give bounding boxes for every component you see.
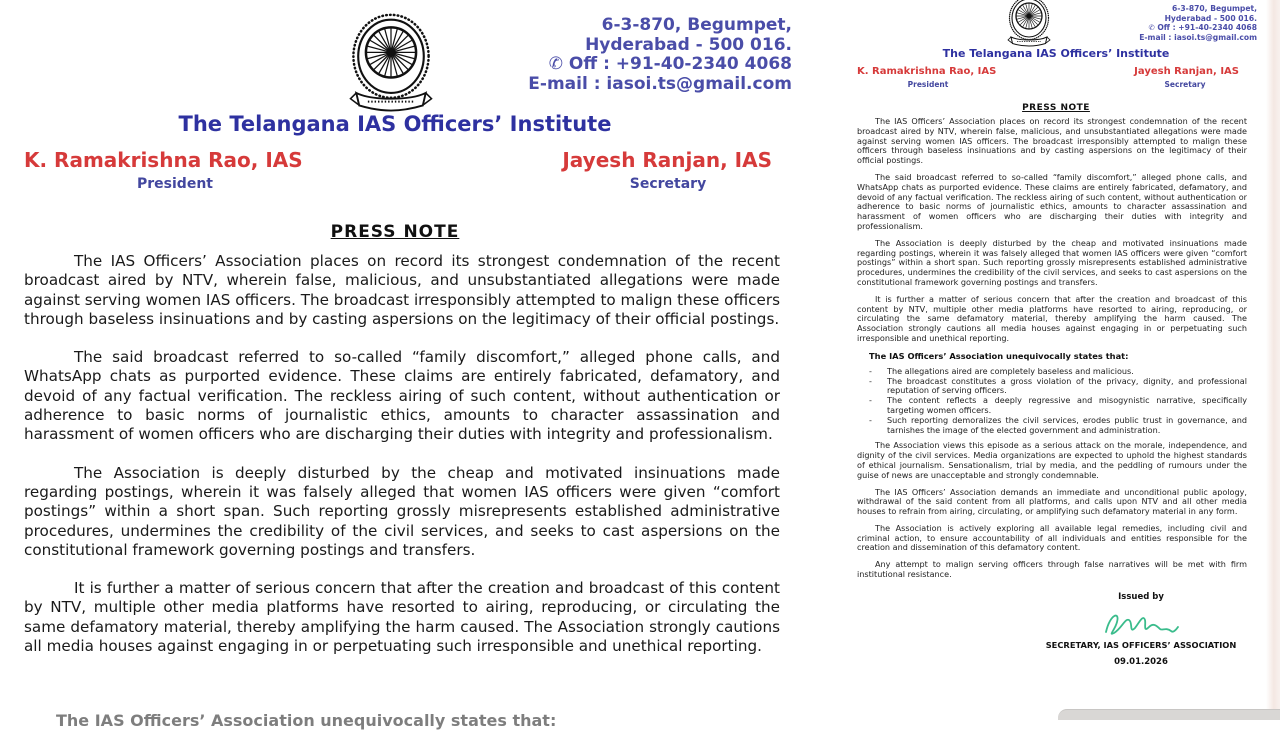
press-note-heading: PRESS NOTE [1022,103,1090,113]
institute-emblem-icon [336,10,446,118]
paragraph-3: The Association is deeply disturbed by the cheap and motivated insinuations made regarding postings, wherein it was falsely alleged that women IAS officers were given “comfort postings” within a short span. Such reporting grossly misrepresents established administrative procedures, undermines the credibility of the civil services, and seeks to cast aspersions on the constitutional framework governing postings and transfers. [24,463,780,559]
press-note-body [857,117,1247,667]
phone-icon: ✆ [1148,23,1158,33]
secretary-title: Secretary [629,176,707,192]
bullet-item: - The broadcast constitutes a gross violation of the privacy, dignity, and professional reputation of serving officers. [857,377,1247,397]
phone-number: Off : +91-40-2340 4068 [1157,23,1257,33]
press-note-body [24,252,780,675]
issue-date: 09.01.2026 [1114,656,1168,667]
institute-name: The Telangana IAS Officers’ Institute [942,47,1170,60]
paragraph-7: The Association is actively exploring all available legal remedies, including civil and criminal action, to ensure accountability of all individuals and entities responsible for the creation and dissemination of this defamatory content. [857,522,1247,553]
letterhead-address [528,16,792,94]
paragraph-5: The Association views this episode as a serious attack on the morale, independence, and dignity of the civil services. Media organizations are expected to uphold the highest standards of ethical journalism. Sensationalism, trial by media, and the peddling of rumours under the guise of news are unacceptable and strongly condemnable. [857,440,1247,480]
statement-bullet-list [857,367,1247,436]
letterhead-address [1139,4,1257,42]
president-title: President [907,80,949,89]
paragraph-2: The said broadcast referred to so-called “family discomfort,” alleged phone calls, and WhatsApp chats as purported evidence. These claims are entirely fabricated, defamatory, and devoid of any factual verification. The reckless airing of such content, without authentication or adherence to basic norms of journalistic ethics, amounts to character assassination and harassment of women officers who are discharging their duties with integrity and professionalism. [24,348,780,444]
page-right-edge-shadow [1266,0,1280,720]
phone-icon: ✆ [548,54,569,74]
signatory-label: SECRETARY, IAS OFFICERS’ ASSOCIATION [1045,639,1237,650]
paragraph-3: The Association is deeply disturbed by the cheap and motivated insinuations made regarding postings, wherein it was falsely alleged that women IAS officers were given “comfort postings” within a short span. Such reporting grossly misrepresents established administrative procedures, undermines the credibility of the civil services, and seeks to cast aspersions on the constitutional framework governing postings and transfers. [857,237,1247,287]
address-line1: 6-3-870, Begumpet, [1171,4,1257,13]
signature-block [1025,592,1257,667]
secretary-title: Secretary [1164,80,1206,89]
paragraph-8: Any attempt to malign serving officers through false narratives will be met with firm institutional resistance. [857,559,1247,580]
president-title: President [137,176,213,192]
institute-name: The Telangana IAS Officers’ Institute [178,112,612,136]
issued-by-label: Issued by [1118,591,1164,602]
document-full-page-view [845,0,1267,720]
statement-heading-cutoff: The IAS Officers’ Association unequivocally states that: [56,711,557,730]
address-line2: Hyderabad - 500 016. [585,34,792,55]
paragraph-4: It is further a matter of serious concern that after the creation and broadcast of this content by NTV, multiple other media platforms have resorted to airing, reproducing, or circulating the same defamatory material, thereby amplifying the harm caused. The Association strongly cautions all media houses against engaging in or perpetuating such irresponsible and unethical reporting. [24,579,780,656]
paragraph-2: The said broadcast referred to so-called “family discomfort,” alleged phone calls, and WhatsApp chats as purported evidence. These claims are entirely fabricated, defamatory, and devoid of any factual verification. The reckless airing of such content, without authentication or adherence to basic norms of journalistic ethics, amounts to character assassination and harassment of women officers who are discharging their duties with integrity and professionalism. [857,171,1247,231]
email-address: E-mail : iasoi.ts@gmail.com [1139,32,1257,42]
paragraph-4: It is further a matter of serious concern that after the creation and broadcast of this content by NTV, multiple other media platforms have resorted to airing, reproducing, or circulating the same defamatory material, thereby amplifying the harm caused. The Association strongly cautions all media houses against engaging in or perpetuating such irresponsible and unethical reporting. [857,293,1247,343]
statement-heading: The IAS Officers’ Association unequivocally states that: [869,350,1129,361]
institute-emblem-icon [1002,0,1056,50]
email-address: E-mail : iasoi.ts@gmail.com [528,73,792,94]
president-name: K. Ramakrishna Rao, IAS [857,66,997,77]
address-line2: Hyderabad - 500 016. [1164,13,1257,23]
paragraph-1: The IAS Officers’ Association places on record its strongest condemnation of the recent broadcast aired by NTV, wherein false, malicious, and unsubstantiated allegations were made against serving women IAS officers. The broadcast irresponsibly attempted to malign these officers through baseless insinuations and by casting aspersions on the legitimacy of their official postings. [857,116,1247,166]
bullet-item: - Such reporting demoralizes the civil services, erodes public trust in governance, and tarnishes the image of the elected government and administration. [857,416,1247,436]
page-bottom-edge [1058,709,1280,720]
president-name: K. Ramakrishna Rao, IAS [24,148,303,172]
phone-number: Off : +91-40-2340 4068 [568,54,792,74]
address-line1: 6-3-870, Begumpet, [601,15,792,35]
bullet-item: - The content reflects a deeply regressive and misogynistic narrative, specifically targeting women officers. [857,396,1247,416]
press-note-heading: PRESS NOTE [330,222,460,242]
paragraph-1: The IAS Officers’ Association places on record its strongest condemnation of the recent broadcast aired by NTV, wherein false, malicious, and unsubstantiated allegations were made against serving women IAS officers. The broadcast irresponsibly attempted to malign these officers through baseless insinuations and by casting aspersions on the legitimacy of their official postings. [24,252,780,328]
bullet-item: - The allegations aired are completely baseless and malicious. [857,367,1247,377]
paragraph-6: The IAS Officers’ Association demands an immediate and unconditional public apology, withdrawal of the said content from all platforms, and calls upon NTV and all other media houses to refrain from airing, circulating, or amplifying such defamatory material in any form. [857,486,1247,517]
secretary-name: Jayesh Ranjan, IAS [562,148,772,172]
secretary-name: Jayesh Ranjan, IAS [1134,66,1239,77]
secretary-signature-icon [1098,606,1184,640]
